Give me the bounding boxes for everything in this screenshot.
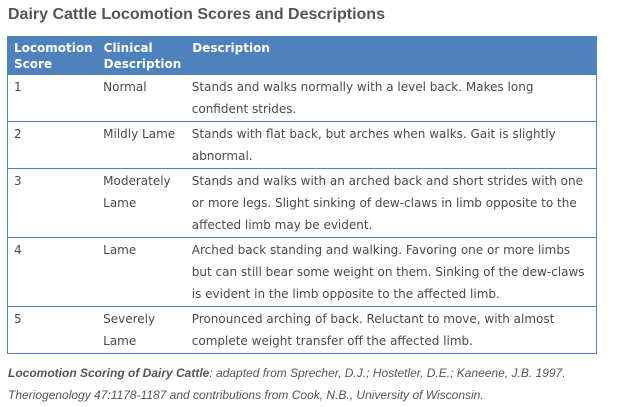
locomotion-scores-table [7,36,597,354]
clinical-cell: Severely Lame [97,307,186,354]
header-clinical-line1: Clinical [103,41,153,55]
page-title: Dairy Cattle Locomotion Scores and Descriptions [8,6,385,23]
table-header-row [8,37,597,75]
score-cell: 1 [8,75,98,122]
header-clinical-line2: Description [103,57,182,71]
citation-title: Locomotion Scoring of Dairy Cattle [8,366,210,380]
score-cell: 3 [8,169,98,238]
table-row [8,238,597,307]
clinical-cell: Mildly Lame [97,122,186,169]
description-cell: Arched back standing and walking. Favoring one or more limbs but can still bear some weight on them. Sinking of the dew-claws is evident in the limb opposite to the affected limb. [186,238,597,307]
score-cell: 5 [8,307,98,354]
source-citation [8,362,608,406]
table-row [8,75,597,122]
description-cell: Stands and walks with an arched back and short strides with one or more legs. Slight sinking of dew-claws in limb opposite to the affected limb may be evident. [186,169,597,238]
clinical-cell: Normal [97,75,186,122]
description-cell: Stands with flat back, but arches when walks. Gait is slightly abnormal. [186,122,597,169]
table-row [8,122,597,169]
header-locomotion-score [8,37,98,75]
clinical-cell: Lame [97,238,186,307]
score-cell: 2 [8,122,98,169]
citation-text: : adapted from Sprecher, D.J.; Hostetler, D.E.; Kaneene, J.B. 1997. Theriogenology 47:1178-1187 and contributions from Cook, N.B., University of Wisconsin. [8,366,566,402]
header-clinical-description [97,37,186,75]
header-score-line1: Locomotion [14,41,93,55]
score-cell: 4 [8,238,98,307]
description-cell: Pronounced arching of back. Reluctant to move, with almost complete weight transfer off the affected limb. [186,307,597,354]
header-description: Description [186,37,597,75]
table-row [8,307,597,354]
clinical-cell: Moderately Lame [97,169,186,238]
header-score-line2: Score [14,57,53,71]
table-row [8,169,597,238]
description-cell: Stands and walks normally with a level back. Makes long confident strides. [186,75,597,122]
